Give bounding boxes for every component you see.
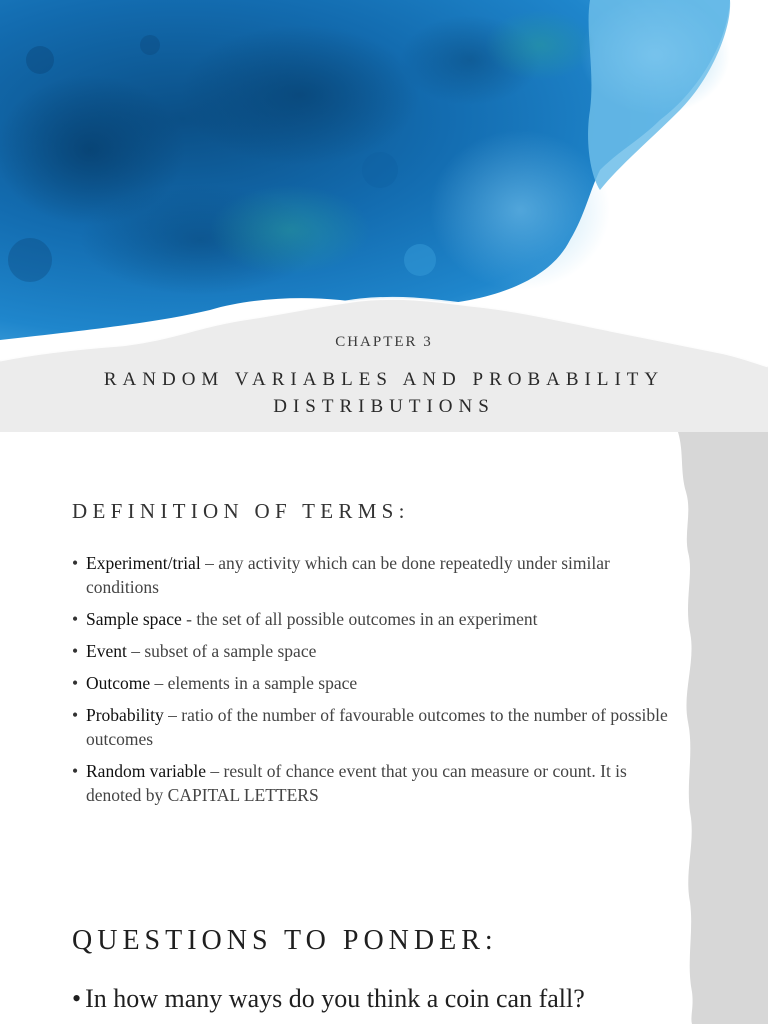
definitions-heading: DEFINITION OF TERMS: xyxy=(72,499,410,523)
bullet: • xyxy=(72,673,79,693)
bullet: • xyxy=(72,984,82,1013)
chapter-label: CHAPTER 3 xyxy=(335,334,433,350)
question-text: In how many ways do you think a coin can fall? xyxy=(85,984,585,1013)
definition-text: subset of a sample space xyxy=(144,641,317,661)
definition-item xyxy=(72,639,672,663)
bullet: • xyxy=(72,609,79,629)
question-item xyxy=(72,984,585,1014)
term: Experiment/trial xyxy=(86,553,201,573)
separator: – xyxy=(150,673,168,693)
chapter-title: RANDOM VARIABLES AND PROBABILITY DISTRIBUTIONS xyxy=(103,369,665,417)
definition-item xyxy=(72,607,672,631)
term: Outcome xyxy=(86,673,151,693)
term: Event xyxy=(86,641,127,661)
definition-item xyxy=(72,551,672,599)
definition-item xyxy=(72,759,672,807)
separator: – xyxy=(126,641,145,661)
definition-text: result of chance event that you can measure or count. It is denoted by CAPITAL LETTERS xyxy=(86,761,627,805)
torn-paper-side-strip xyxy=(678,432,768,1024)
bullet: • xyxy=(72,761,79,781)
term: Sample space xyxy=(86,609,182,629)
separator: - xyxy=(181,609,197,629)
term: Probability xyxy=(86,705,164,725)
definition-text: any activity which can be done repeatedly under similar conditions xyxy=(86,553,610,597)
definition-item xyxy=(72,703,672,751)
definition-item xyxy=(72,671,672,695)
definition-text: ratio of the number of favourable outcomes to the number of possible outcomes xyxy=(86,705,668,749)
separator: – xyxy=(163,705,182,725)
definition-text: elements in a sample space xyxy=(167,673,358,693)
separator: – xyxy=(206,761,224,781)
bullet: • xyxy=(72,705,79,725)
separator: – xyxy=(200,553,219,573)
questions-heading: QUESTIONS TO PONDER: xyxy=(72,925,498,956)
bullet: • xyxy=(72,553,79,573)
definition-text: the set of all possible outcomes in an experiment xyxy=(196,609,538,629)
bullet: • xyxy=(72,641,79,661)
definition-list xyxy=(72,551,672,815)
term: Random variable xyxy=(86,761,207,781)
